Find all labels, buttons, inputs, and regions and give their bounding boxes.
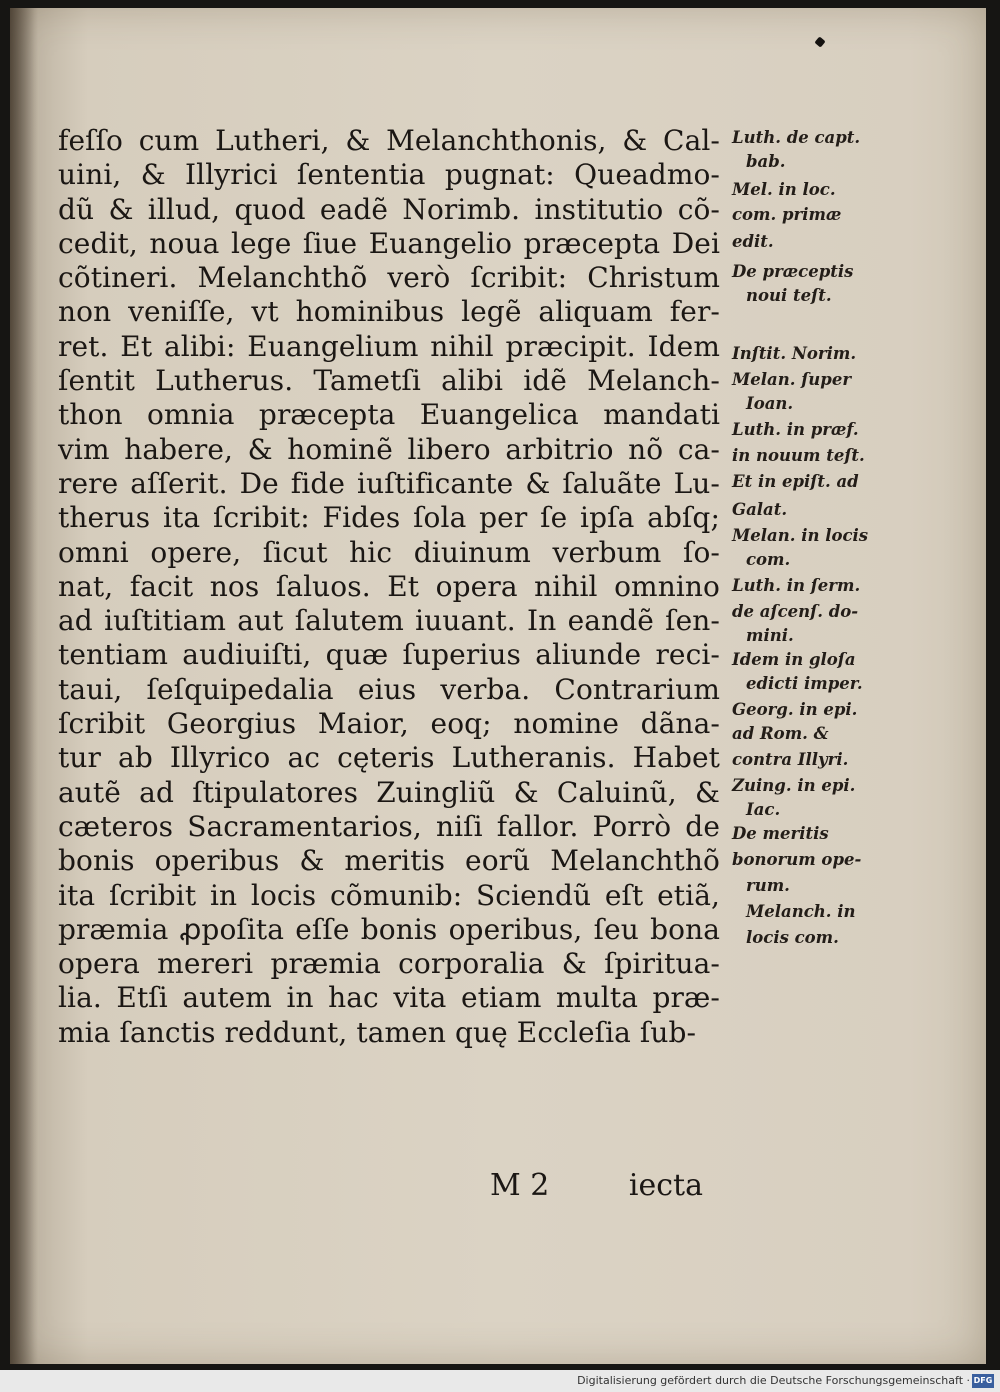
margin-note: bonorum ope- — [732, 850, 862, 869]
margin-note: in nouum teſt. — [732, 446, 865, 465]
signature-mark: M 2 — [490, 1168, 550, 1203]
text-line: nat, facit nos ſaluos. Et opera nihil omnino — [58, 569, 720, 603]
text-line: opera mereri præmia corporalia & ſpiritua- — [58, 947, 720, 981]
dfg-logo-icon: DFG — [972, 1374, 994, 1388]
margin-note: com. primæ — [732, 205, 842, 224]
margin-note: Idem in gloſa — [732, 650, 856, 669]
margin-note: De præceptis — [732, 262, 854, 281]
text-line: ret. Et alibi: Euangelium nihil præcipit. Idem — [58, 329, 720, 363]
margin-note: com. — [746, 550, 791, 569]
text-line: tur ab Illyrico ac cęteris Lutheranis. Habet — [58, 741, 720, 775]
margin-note: contra Illyri. — [732, 750, 849, 769]
text-line: mia ſanctis reddunt, tamen quę Eccleſia ſub- — [58, 1015, 697, 1049]
margin-note: Luth. de capt. — [732, 128, 861, 147]
main-text-block — [58, 124, 720, 1050]
margin-note: rum. — [746, 876, 790, 895]
text-line: præmia ꝓpoſita eſſe bonis operibus, ſeu bona — [58, 912, 720, 946]
text-line: uini, & Illyrici ſententia pugnat: Queadmo- — [58, 158, 720, 192]
margin-note: Inſtit. Norim. — [732, 344, 857, 363]
text-line: cedit, noua lege ſiue Euangelio præcepta Dei — [58, 226, 720, 260]
text-line: tentiam audiuiſti, quæ ſuperius aliunde reci- — [58, 638, 720, 672]
margin-note: Luth. in præf. — [732, 420, 859, 439]
margin-note: ad Rom. & — [732, 724, 829, 743]
margin-note: Iac. — [746, 800, 781, 819]
margin-note: Luth. in ſerm. — [732, 576, 861, 595]
margin-note: Galat. — [732, 500, 788, 519]
text-line: taui, ſeſquipedalia eius verba. Contrarium — [58, 672, 720, 706]
footer-credit: Digitalisierung gefördert durch die Deutsche Forschungsgemeinschaft · — [577, 1374, 970, 1387]
page-foot — [490, 1168, 740, 1203]
page-gutter-shadow — [10, 8, 38, 1364]
text-line: rere aſſerit. De fide iuſtificante & ſaluãte Lu- — [58, 466, 720, 500]
margin-note: De meritis — [732, 824, 829, 843]
margin-note: mini. — [746, 626, 794, 645]
margin-note: Georg. in epi. — [732, 700, 858, 719]
margin-note: Ioan. — [746, 394, 794, 413]
margin-note: Melan. in locis — [732, 526, 869, 545]
text-line: lia. Etſi autem in hac vita etiam multa præ- — [58, 981, 720, 1015]
text-line: non veniſſe, vt hominibus legẽ aliquam fer- — [58, 295, 720, 329]
text-line: ſentit Lutherus. Tametſi alibi idẽ Melanch- — [58, 364, 720, 398]
text-line: therus ita ſcribit: Fides ſola per ſe ipſa abſq; — [58, 501, 720, 535]
margin-note: Melanch. in — [746, 902, 856, 921]
text-line: thon omnia præcepta Euangelica mandati — [58, 398, 720, 432]
text-line: ſcribit Georgius Maior, eoq; nomine dãna- — [58, 707, 720, 741]
margin-note: bab. — [746, 152, 786, 171]
text-line: omni opere, ſicut hic diuinum verbum ſo- — [58, 535, 720, 569]
text-line: bonis operibus & meritis eorũ Melanchthõ — [58, 844, 720, 878]
text-line: ita ſcribit in locis cõmunib: Sciendũ eſt etiã, — [58, 878, 720, 912]
margin-note: edit. — [732, 232, 774, 251]
margin-note: de aſcenſ. do- — [732, 602, 859, 621]
margin-note: noui teſt. — [746, 286, 832, 305]
catchword: iecta — [628, 1168, 703, 1203]
text-line: cõtineri. Melanchthõ verò ſcribit: Christum — [58, 261, 720, 295]
margin-note: Zuing. in epi. — [732, 776, 856, 795]
text-line: feſſo cum Lutheri, & Melanchthonis, & Cal- — [58, 124, 720, 157]
text-line: ad iuſtitiam aut ſalutem iuuant. In eandẽ ſen- — [58, 604, 720, 638]
margin-note: edicti imper. — [746, 674, 863, 693]
digitization-footer — [0, 1370, 1000, 1392]
text-line: dũ & illud, quod eadẽ Norimb. institutio cõ- — [58, 192, 720, 226]
margin-note: Et in epiſt. ad — [732, 472, 859, 491]
text-line: cæteros Sacramentarios, niſi fallor. Porrò de — [58, 809, 720, 843]
text-line: autẽ ad ſtipulatores Zuingliũ & Caluinũ, & — [58, 775, 720, 809]
margin-note: Mel. in loc. — [732, 180, 836, 199]
text-line: vim habere, & hominẽ libero arbitrio nõ ca- — [58, 432, 720, 466]
margin-note: Melan. ſuper — [732, 370, 852, 389]
margin-note: locis com. — [746, 928, 839, 947]
